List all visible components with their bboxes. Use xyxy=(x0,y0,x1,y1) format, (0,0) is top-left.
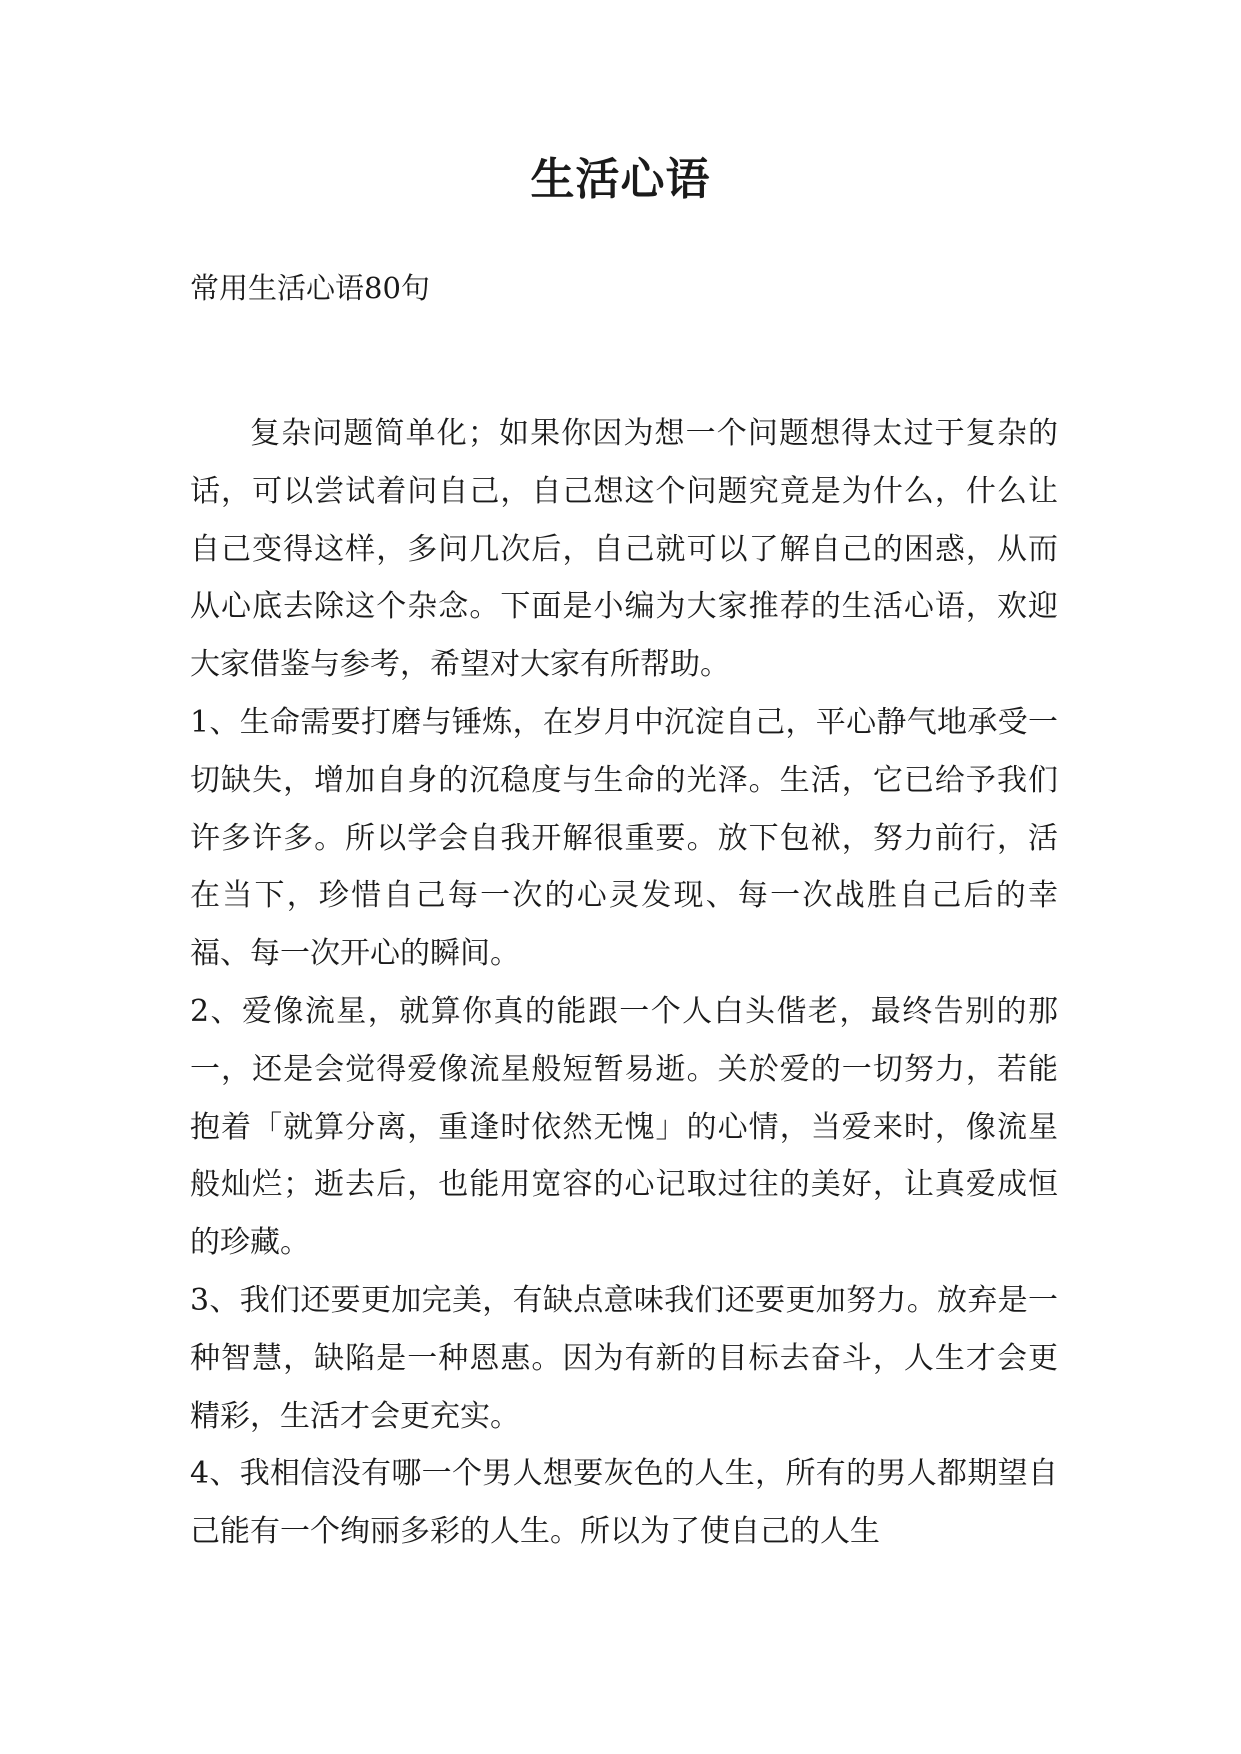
intro-paragraph: 复杂问题简单化；如果你因为想一个问题想得太过于复杂的话，可以尝试着问自己，自己想这个问题究竟是为什么，什么让自己变得这样，多问几次后，自己就可以了解自己的困惑，从而从心底去除这个杂念。下面是小编为大家推荐的生活心语，欢迎大家借鉴与参考，希望对大家有所帮助。 xyxy=(190,416,1058,683)
document-body xyxy=(190,405,1058,1561)
list-item: 2、爱像流星，就算你真的能跟一个人白头偕老，最终告别的那一，还是会觉得爱像流星般短暂易逝。关於爱的一切努力，若能抱着「就算分离，重逢时依然无愧」的心情，当爱来时，像流星般灿烂；逝去后，也能用宽容的心记取过往的美好，让真爱成恒的珍藏。 xyxy=(190,993,1058,1261)
list-item: 1、生命需要打磨与锤炼，在岁月中沉淀自己，平心静气地承受一切缺失，增加自身的沉稳度与生命的光泽。生活，它已给予我们许多许多。所以学会自我开解很重要。放下包袱，努力前行，活在当下，珍惜自己每一次的心灵发现、每一次战胜自己后的幸福、每一次开心的瞬间。 xyxy=(190,704,1058,972)
list-item: 3、我们还要更加完美，有缺点意味我们还要更加努力。放弃是一种智慧，缺陷是一种恩惠。因为有新的目标去奋斗，人生才会更精彩，生活才会更充实。 xyxy=(190,1282,1058,1434)
list-item: 4、我相信没有哪一个男人想要灰色的人生，所有的男人都期望自己能有一个绚丽多彩的人生。所以为了使自己的人生 xyxy=(190,1456,1058,1550)
document-title: 生活心语 xyxy=(530,154,711,205)
document-subtitle: 常用生活心语80句 xyxy=(190,271,430,305)
